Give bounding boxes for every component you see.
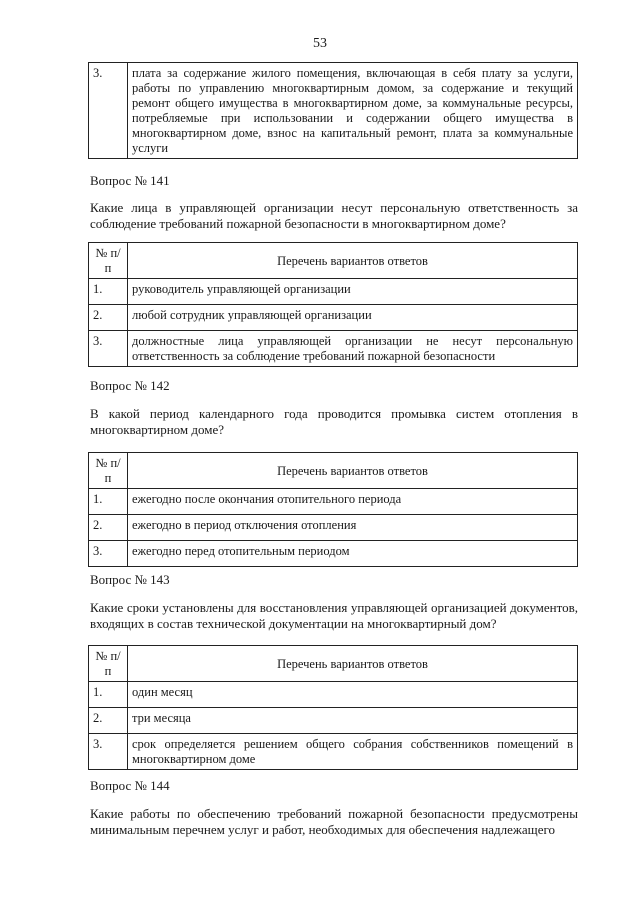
row-number: 1.	[89, 682, 128, 708]
question-143-text: Какие сроки установлены для восстановления управляющей организацией документов, входящих в состав технической документации на многоквартирный дом?	[90, 600, 578, 631]
row-number: 2.	[89, 515, 128, 541]
row-number: 3.	[89, 63, 128, 159]
table-header-row	[89, 243, 578, 279]
answer-table-continued	[88, 62, 578, 159]
question-142-text: В какой период календарного года проводится промывка систем отопления в многоквартирном доме?	[90, 406, 578, 437]
question-144-heading: Вопрос № 144	[90, 778, 170, 793]
question-144-text: Какие работы по обеспечению требований пожарной безопасности предусмотрены минимальным перечнем услуг и работ, необходимых для обеспечения надлежащего	[90, 806, 578, 837]
row-number: 2.	[89, 305, 128, 331]
table-header-row	[89, 646, 578, 682]
page-number: 53	[313, 36, 327, 51]
table-row	[89, 63, 578, 159]
row-answer: один месяц	[128, 682, 578, 708]
row-answer: три месяца	[128, 708, 578, 734]
row-answer: должностные лица управляющей организации не несут персональную ответственность за соблюдение требований пожарной безопасности	[128, 331, 578, 367]
row-number: 3.	[89, 331, 128, 367]
row-number: 2.	[89, 708, 128, 734]
column-header-number: № п/п	[89, 646, 128, 682]
row-answer: срок определяется решением общего собрания собственников помещений в многоквартирном доме	[128, 734, 578, 770]
column-header-number: № п/п	[89, 243, 128, 279]
row-answer: ежегодно в период отключения отопления	[128, 515, 578, 541]
table-header-row	[89, 453, 578, 489]
row-answer: руководитель управляющей организации	[128, 279, 578, 305]
table-row	[89, 734, 578, 770]
row-answer: плата за содержание жилого помещения, включающая в себя плату за услуги, работы по управлению многоквартирным домом, за содержание и текущий ремонт общего имущества в многоквартирном доме, за коммунальные ресурсы, потребляемые при использовании и содержании общего имущества в многоквартирном доме, взнос на капитальный ремонт, плата за коммунальные услуги	[128, 63, 578, 159]
row-number: 3.	[89, 541, 128, 567]
row-number: 3.	[89, 734, 128, 770]
table-row	[89, 279, 578, 305]
table-row	[89, 541, 578, 567]
question-143-heading: Вопрос № 143	[90, 572, 170, 587]
column-header-answers: Перечень вариантов ответов	[128, 243, 578, 279]
row-answer: ежегодно после окончания отопительного периода	[128, 489, 578, 515]
table-row	[89, 708, 578, 734]
row-number: 1.	[89, 279, 128, 305]
question-141-heading: Вопрос № 141	[90, 173, 170, 188]
table-row	[89, 489, 578, 515]
table-row	[89, 682, 578, 708]
question-142-heading: Вопрос № 142	[90, 378, 170, 393]
column-header-answers: Перечень вариантов ответов	[128, 646, 578, 682]
table-row	[89, 515, 578, 541]
column-header-answers: Перечень вариантов ответов	[128, 453, 578, 489]
column-header-number: № п/п	[89, 453, 128, 489]
row-number: 1.	[89, 489, 128, 515]
table-row	[89, 305, 578, 331]
question-141-text: Какие лица в управляющей организации несут персональную ответственность за соблюдение требований пожарной безопасности в многоквартирном доме?	[90, 200, 578, 231]
answer-table-141	[88, 242, 578, 367]
row-answer: любой сотрудник управляющей организации	[128, 305, 578, 331]
row-answer: ежегодно перед отопительным периодом	[128, 541, 578, 567]
answer-table-143	[88, 645, 578, 770]
table-row	[89, 331, 578, 367]
answer-table-142	[88, 452, 578, 567]
